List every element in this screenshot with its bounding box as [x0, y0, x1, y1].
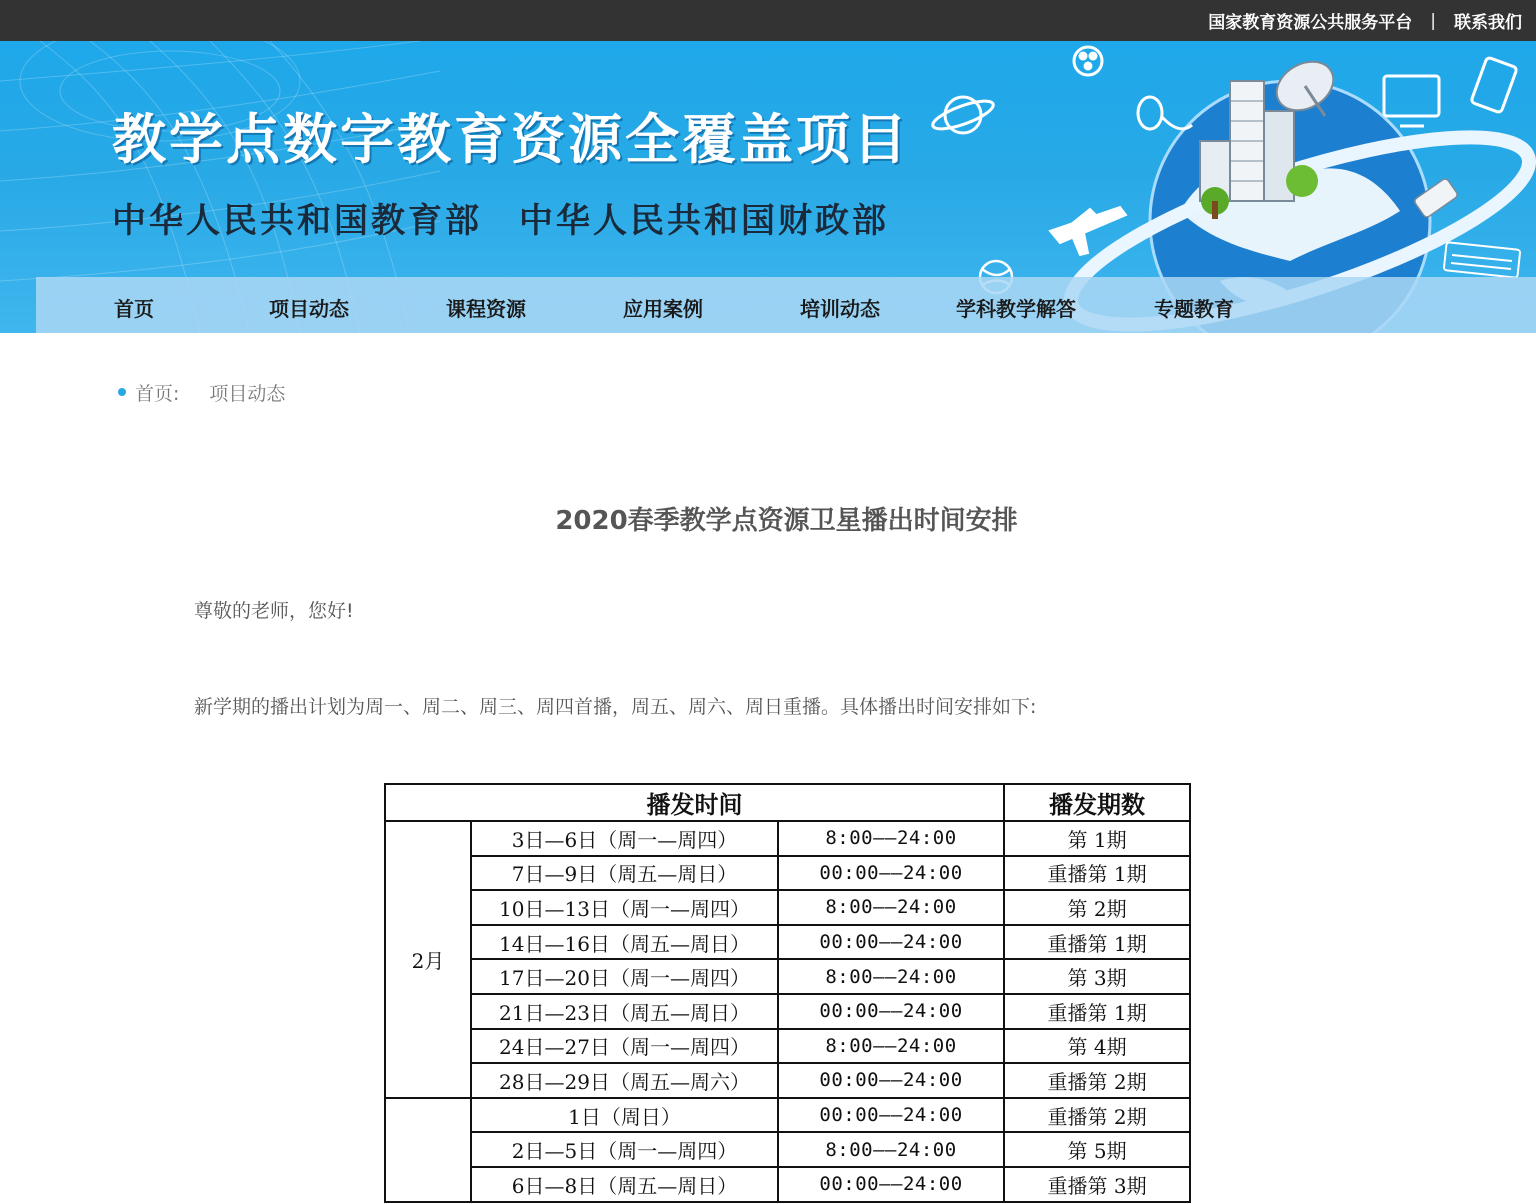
- date-range-cell: 3日—6日（周一—周四）: [471, 821, 778, 856]
- nav-item-home[interactable]: 首页: [114, 297, 154, 321]
- planet-icon: [930, 96, 996, 135]
- issue-cell: 第 1期: [1004, 821, 1190, 856]
- issue-cell: 第 5期: [1004, 1132, 1190, 1167]
- time-range-cell: 00:00——24:00: [778, 1098, 1004, 1133]
- date-range-cell: 7日—9日（周五—周日）: [471, 856, 778, 891]
- time-range-cell: 8:00——24:00: [778, 821, 1004, 856]
- greeting-paragraph: 尊敬的老师，您好!: [194, 600, 354, 622]
- article-title: 2020春季教学点资源卫星播出时间安排: [555, 506, 1018, 536]
- contact-us-link[interactable]: 联系我们: [1454, 13, 1522, 33]
- film-reel-icon: [1074, 47, 1102, 75]
- table-row: [385, 856, 1190, 891]
- month-cell: [385, 1098, 471, 1202]
- breadcrumb-current-link[interactable]: 项目动态: [209, 382, 286, 405]
- date-range-cell: 14日—16日（周五—周日）: [471, 925, 778, 960]
- table-row: [385, 1063, 1190, 1098]
- top-bar: [0, 0, 1536, 41]
- date-range-cell: 24日—27日（周一—周四）: [471, 1029, 778, 1064]
- top-link-separator: |: [1430, 10, 1436, 31]
- time-range-cell: 00:00——24:00: [778, 925, 1004, 960]
- issue-cell: 第 2期: [1004, 890, 1190, 925]
- table-header-row: [385, 784, 1190, 821]
- time-range-cell: 00:00——24:00: [778, 1063, 1004, 1098]
- date-range-cell: 2日—5日（周一—周四）: [471, 1132, 778, 1167]
- breadcrumb: [118, 378, 285, 406]
- table-row: [385, 1029, 1190, 1064]
- table-row: [385, 994, 1190, 1029]
- edu-platform-link[interactable]: 国家教育资源公共服务平台: [1208, 13, 1413, 33]
- nav-item-subject-teaching-qa[interactable]: 学科教学解答: [956, 297, 1076, 321]
- table-row: [385, 1132, 1190, 1167]
- header-broadcast-issue: 播发期数: [1004, 784, 1190, 821]
- nav-item-application-cases[interactable]: 应用案例: [623, 297, 703, 321]
- table-row: [385, 1167, 1190, 1202]
- main-nav: [36, 277, 1536, 333]
- issue-cell: 重播第 1期: [1004, 994, 1190, 1029]
- issue-cell: 重播第 1期: [1004, 925, 1190, 960]
- table-row: [385, 1098, 1190, 1133]
- intro-paragraph: 新学期的播出计划为周一、周二、周三、周四首播，周五、周六、周日重播。具体播出时间安排如下:: [194, 696, 1037, 718]
- time-range-cell: 8:00——24:00: [778, 1029, 1004, 1064]
- time-range-cell: 8:00——24:00: [778, 890, 1004, 925]
- nav-item-training-news[interactable]: 培训动态: [800, 297, 880, 321]
- breadcrumb-home-link[interactable]: 首页:: [135, 382, 180, 405]
- issue-cell: 第 3期: [1004, 959, 1190, 994]
- table-row: [385, 890, 1190, 925]
- banner-subtitle: 中华人民共和国教育部 中华人民共和国财政部: [112, 201, 889, 241]
- schedule-body: [385, 821, 1190, 1202]
- table-row: [385, 821, 1190, 856]
- header-broadcast-time: 播发时间: [385, 784, 1004, 821]
- nav-item-special-education[interactable]: 专题教育: [1154, 297, 1234, 321]
- monitor-icon: [1384, 76, 1439, 126]
- banner-title: 教学点数字教育资源全覆盖项目: [112, 108, 910, 171]
- table-row: [385, 925, 1190, 960]
- tablet-icon: [1471, 57, 1517, 113]
- month-cell: 2月: [385, 821, 471, 1098]
- date-range-cell: 28日—29日（周五—周六）: [471, 1063, 778, 1098]
- keyboard-icon: [1444, 242, 1521, 278]
- issue-cell: 重播第 1期: [1004, 856, 1190, 891]
- time-range-cell: 00:00——24:00: [778, 1167, 1004, 1202]
- mouse-icon: [1138, 97, 1192, 129]
- time-range-cell: 8:00——24:00: [778, 1132, 1004, 1167]
- date-range-cell: 21日—23日（周五—周日）: [471, 994, 778, 1029]
- broadcast-schedule-table: [384, 783, 1191, 1203]
- time-range-cell: 00:00——24:00: [778, 856, 1004, 891]
- date-range-cell: 6日—8日（周五—周日）: [471, 1167, 778, 1202]
- time-range-cell: 8:00——24:00: [778, 959, 1004, 994]
- issue-cell: 重播第 3期: [1004, 1167, 1190, 1202]
- date-range-cell: 17日—20日（周一—周四）: [471, 959, 778, 994]
- nav-item-course-resources[interactable]: 课程资源: [446, 297, 526, 321]
- issue-cell: 重播第 2期: [1004, 1063, 1190, 1098]
- date-range-cell: 1日（周日）: [471, 1098, 778, 1133]
- nav-item-project-news[interactable]: 项目动态: [269, 297, 349, 321]
- time-range-cell: 00:00——24:00: [778, 994, 1004, 1029]
- date-range-cell: 10日—13日（周一—周四）: [471, 890, 778, 925]
- table-row: [385, 959, 1190, 994]
- header-banner: [0, 41, 1536, 333]
- bullet-dot-icon: [118, 388, 126, 396]
- top-links: [1208, 0, 1522, 41]
- issue-cell: 重播第 2期: [1004, 1098, 1190, 1133]
- issue-cell: 第 4期: [1004, 1029, 1190, 1064]
